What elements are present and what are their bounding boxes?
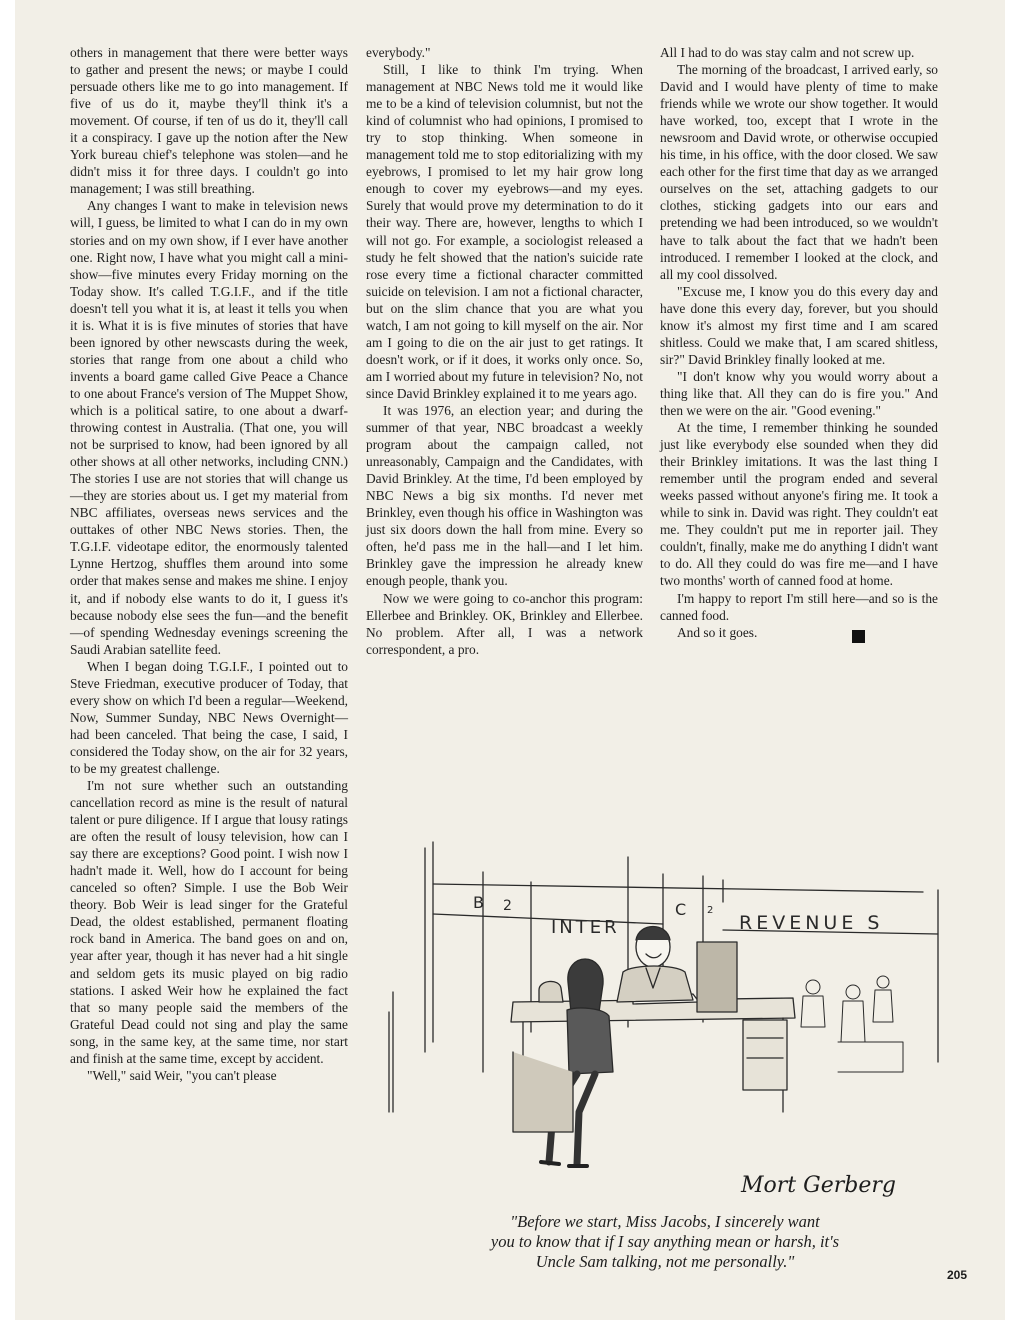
caption-line: Uncle Sam talking, not me personally." — [535, 1252, 795, 1271]
paragraph: The morning of the broadcast, I arrived early, so David and I would have plenty of time to make friends while we wrote our show together. It would have worked, too, except that I wrote in the newsroom and David wrote, or otherwise occupied his time, in his office, with the door closed. We saw each other for the first time that day as we arranged ourselves on the set, attaching gadgets to our clothes, sticking gadgets into our ears and pretending we had been introduced, so we wouldn't have to talk about the fact that we hadn't been introduced. I remember I looked at the clock, and all my cool dissolved. — [660, 62, 938, 282]
caption-line: you to know that if I say anything mean or harsh, it's — [490, 1232, 840, 1251]
end-mark-icon: ✦ — [852, 630, 865, 643]
magazine-page — [15, 0, 1005, 1320]
paragraph: Any changes I want to make in television news will, I guess, be limited to what I can do in my own stories and on my own show, if I ever have another one. Right now, I have what you might call a mini-show—five minutes every Friday morning on the Today show. It's called T.G.I.F., and if the title doesn't tell you what it is, at least it tells you when it is. What it is is five minutes of stories that have been ignored by other newscasts during the week, stories that range from one about a child who invents a board game called Give Peace a Chance to one about France's version of The Muppet Show, which is a political satire, to one about a dwarf-throwing contest in Australia. (That one, you will not be surprised to know, had been ignored by all other shows at all other networks, including CNN.) The stories I use are not stories that will change us—they are stories about us. I get my material from NBC affiliates, overseas news services and the outtakes of other NBC News stories. Then, the T.G.I.F. videotape editor, the enormously talented Lynne Hertzog, shuffles them around into some order that makes sense and makes me shine. I enjoy it, and if nobody else wants to do it, I guess it's because nobody else sees the fun—and the benefit—of spending Wednesday evenings screening the Saudi Arabian satellite feed. — [70, 198, 348, 657]
paragraph: everybody." — [366, 45, 431, 60]
door-number: 2 — [707, 905, 714, 916]
paragraph: I'm happy to report I'm still here—and so is the canned food. — [660, 590, 938, 623]
text-column-2 — [366, 44, 643, 658]
background-clerks — [801, 976, 903, 1072]
paragraph: "Well," said Weir, "you can't please — [87, 1067, 277, 1083]
closing-line: And so it goes. — [677, 624, 758, 640]
artist-signature: Mort Gerberg — [741, 1173, 896, 1198]
door-number: 2 — [503, 898, 512, 914]
paragraph: I'm not sure whether such an outstanding cancellation record as mine is the result of natural talent or pure diligence. If I argue that lousy ratings are often the result of lousy television, how can I say there are exceptions? Good point. I wish now I hadn't made it. Well, how do I account for being canceled so often? Simple. I use the Bob Weir theory. Bob Weir is lead singer for the Grateful Dead, the oldest established, permanent floating rock band in America. The band goes on and on, year after year, though it has never had a hit single and seldom gets its music played on big radio stations. I asked Weir how he explained the fact that so many people said the members of the Grateful Dead could not sing and play the same song, in the same key, at the same time, nor start and finish at the same time, except by accident. — [70, 778, 348, 1066]
text-column-1 — [70, 44, 348, 1084]
paragraph: "I don't know why you would worry about a thing like that. All they can do is fire you." And then we were on the air. "Good evening." — [660, 368, 938, 418]
paragraph: others in management that there were better ways to gather and present the news; or maybe I could persuade others like me to go into management. If five of us do it, maybe they'll think it's a movement. Of course, if ten of us do it, they'll call it a conspiracy. I gave up the notion after the New York bureau chief's telephone was stolen—and he didn't miss it for three days. I couldn't go into management; I was still breathing. — [70, 45, 348, 197]
text-column-3 — [660, 44, 938, 643]
door-letter-c: C — [675, 900, 687, 919]
cartoon-caption — [415, 1212, 915, 1272]
door-letter-b: B — [473, 893, 484, 912]
paragraph: Still, I like to think I'm trying. When management at NBC News told me it would like me to be a kind of television columnist, but not the kind of columnist who had opinions, I promised to try to stop thinking. When someone in management told me to stop editorializing with my eyebrows, I promised to let my hair grow long enough to cover my eyebrows—and my eyes. Surely that would prove my determination to do it their way. There are, however, lengths to which I will not go. For example, a sociologist released a study he felt showed that the nation's suicide rate rose every time a fictional character committed suicide on television. I am not a fictional character, but on the slim chance that you are what you watch, I am not going to kill myself on the air. Nor am I going to die on the air just to get ratings. It doesn't work, or if it does, it works only once. So, am I worried about my future in television? No, not since David Brinkley explained it to me years ago. — [366, 62, 643, 401]
cartoon-illustration — [363, 812, 957, 1212]
office-sign — [473, 893, 883, 938]
paragraph: When I began doing T.G.I.F., I pointed out to Steve Friedman, executive producer of Today, that every show on which I'd been a regular—Weekend, Now, Summer Sunday, NBC News Overnight—had been canceled. That being the case, I said, I considered the Today show, on the air for 32 years, to be my greatest challenge. — [70, 658, 348, 776]
sign-text-right: REVENUE S — [739, 912, 884, 934]
tax-agent — [617, 927, 737, 1013]
paragraph: At the time, I remember thinking he sounded just like everybody else sounded when they did their Brinkley imitations. It was the last thing I remember until the program ended and several weeks passed without anyone's firing me. It took a while to sink in. David was right. They couldn't eat me. They couldn't put me in reporter jail. They couldn't, finally, make me do anything I didn't want to do. All they could do was fire me—and I have two months' worth of canned food at home. — [660, 420, 938, 589]
paragraph: All I had to do was stay calm and not screw up. — [660, 45, 915, 60]
sign-text-left: INTER — [551, 917, 620, 938]
page-number: 205 — [947, 1268, 968, 1282]
paragraph: It was 1976, an election year; and during the summer of that year, NBC broadcast a weekly program about the campaign called, not unreasonably, Campaign and the Candidates, with David Brinkley. At the time, I'd been employed by NBC News a big six months. I'd never met Brinkley, even though his office in Washington was just six doors down the hall from mine. Every so often, he'd pass me in the hall—and I let him. Brinkley gave the impression he already knew enough people, thank you. — [366, 402, 643, 589]
taxpayer-woman — [513, 959, 613, 1166]
caption-line: "Before we start, Miss Jacobs, I sincerely want — [510, 1212, 820, 1231]
paragraph — [660, 624, 938, 643]
paragraph: Now we were going to co-anchor this program: Ellerbee and Brinkley. OK, Brinkley and Ellerbee. No problem. After all, I was a network correspondent, a pro. — [366, 590, 643, 657]
paragraph: "Excuse me, I know you do this every day and have done this every day, forever, but you should know it's almost my first time and I am scared shitless. Could we make that, I am scared shitless, sir?" David Brinkley finally looked at me. — [660, 283, 938, 367]
